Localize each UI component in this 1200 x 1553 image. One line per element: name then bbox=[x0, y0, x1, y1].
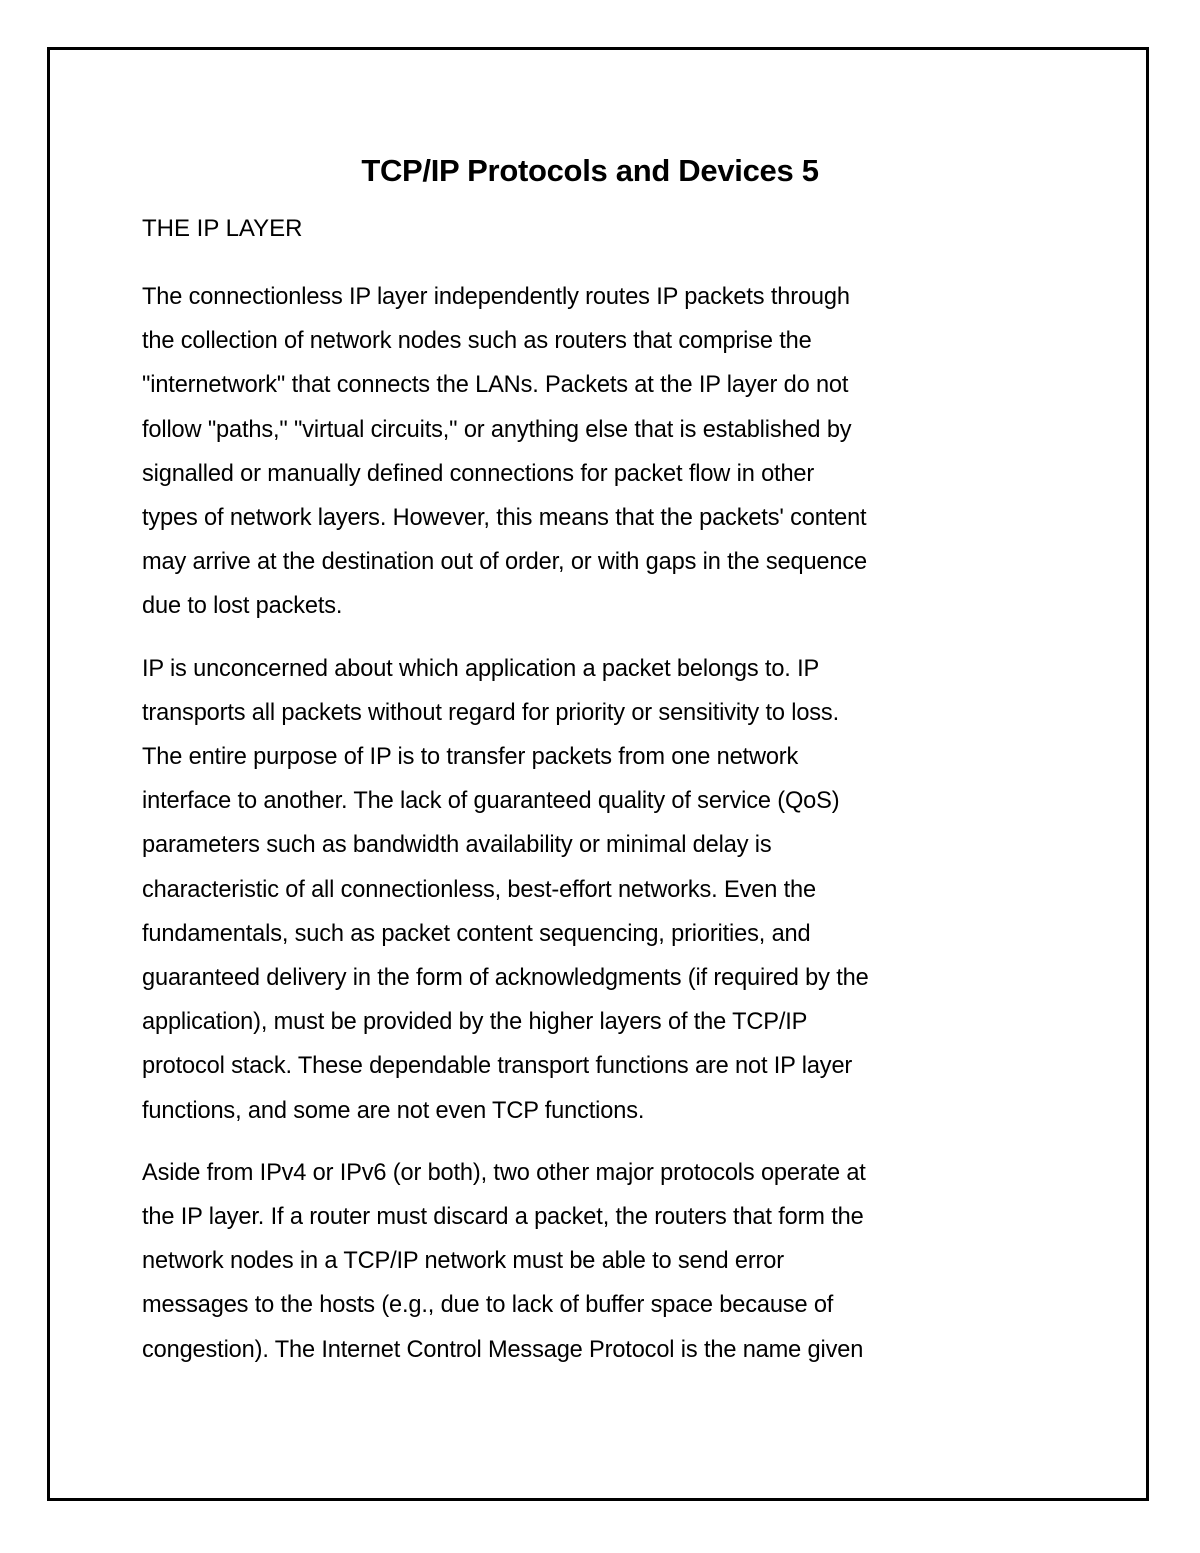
paragraph-line: network nodes in a TCP/IP network must be able to send error bbox=[142, 1248, 784, 1275]
paragraph-line: IP is unconcerned about which application a packet belongs to. IP bbox=[142, 655, 820, 682]
paragraph-line: transports all packets without regard for priority or sensitivity to loss. bbox=[142, 699, 839, 726]
paragraph-line: Aside from IPv4 or IPv6 (or both), two other major protocols operate at bbox=[142, 1159, 866, 1186]
document-content bbox=[142, 142, 1062, 1372]
paragraph-line: The entire purpose of IP is to transfer packets from one network bbox=[142, 744, 799, 771]
paragraph-line: the collection of network nodes such as routers that comprise the bbox=[142, 328, 812, 355]
paragraph-line: signalled or manually defined connections for packet flow in other bbox=[142, 460, 815, 487]
paragraph-2 bbox=[142, 647, 1062, 1133]
paragraph-line: The connectionless IP layer independently routes IP packets through bbox=[142, 284, 850, 310]
paragraph-line: application), must be provided by the higher layers of the TCP/IP bbox=[142, 1009, 808, 1036]
paragraph-line: protocol stack. These dependable transport functions are not IP layer bbox=[142, 1053, 853, 1080]
paragraph-line: guaranteed delivery in the form of acknowledgments (if required by the bbox=[142, 965, 869, 992]
section-heading: THE IP LAYER bbox=[142, 215, 303, 242]
paragraph-line: characteristic of all connectionless, best-effort networks. Even the bbox=[142, 876, 816, 903]
paragraph-line: "internetwork" that connects the LANs. Packets at the IP layer do not bbox=[142, 372, 849, 399]
paragraph-line: may arrive at the destination out of order, or with gaps in the sequence bbox=[142, 549, 867, 576]
paragraph-line: the IP layer. If a router must discard a packet, the routers that form the bbox=[142, 1204, 864, 1231]
paragraph-line: fundamentals, such as packet content sequencing, priorities, and bbox=[142, 920, 811, 947]
paragraph-line: messages to the hosts (e.g., due to lack of buffer space because of bbox=[142, 1292, 834, 1319]
paragraph-line: due to lost packets. bbox=[142, 593, 343, 620]
paragraph-1 bbox=[142, 275, 1062, 629]
paragraph-line: interface to another. The lack of guaranteed quality of service (QoS) bbox=[142, 788, 840, 815]
paragraph-line: congestion). The Internet Control Message Protocol is the name given bbox=[142, 1336, 864, 1363]
document-title: TCP/IP Protocols and Devices 5 bbox=[361, 153, 819, 188]
paragraph-line: parameters such as bandwidth availability or minimal delay is bbox=[142, 832, 772, 859]
paragraph-line: follow "paths," "virtual circuits," or anything else that is established by bbox=[142, 416, 852, 443]
paragraph-line: functions, and some are not even TCP functions. bbox=[142, 1097, 645, 1124]
paragraph-3 bbox=[142, 1151, 1062, 1372]
paragraph-line: types of network layers. However, this means that the packets' content bbox=[142, 505, 867, 532]
